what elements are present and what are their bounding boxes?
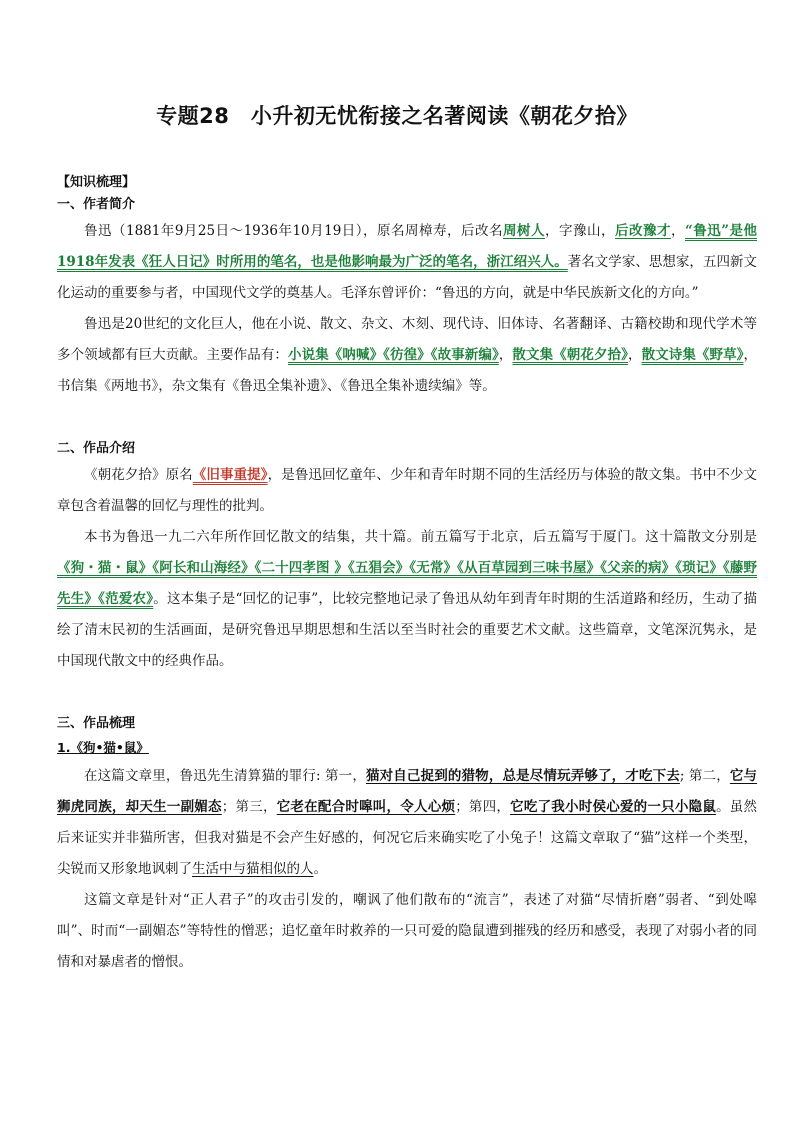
section-outline-heading: 三、作品梳理 bbox=[57, 716, 136, 731]
section-author-heading: 一、作者简介 bbox=[57, 197, 136, 212]
outline-paragraph-2: 这篇文章是针对“正人君子”的攻击引发的，嘲讽了他们散布的“流言”，表述了对猫“尽情折磨”弱者、“到处嗥叫”、时而“一副媚态”等特性的憎恶；追忆童年时救养的一只可爱的隐鼠遭到摧残的经历和感受，表现了对弱小者的同情和对暴虐者的憎恨。 bbox=[57, 892, 757, 970]
intro-paragraph-1: 《朝花夕拾》原名《旧事重提》，是鲁迅回忆童年、少年和青年时期不同的生活经历与体验的散文集。书中不少文章包含着温馨的回忆与理性的批判。 bbox=[57, 467, 758, 514]
knowledge-heading: 【知识梳理】 bbox=[57, 175, 136, 190]
document-body bbox=[57, 172, 757, 978]
intro-paragraph-2: 本书为鲁迅一九二六年所作回忆散文的结集，共十篇。前五篇写于北京，后五篇写于厦门。这十篇散文分别是《狗・猫・鼠》《阿长和山海经》《二十四孝图 》《五猖会》《无常》《从百草园到三味书屋》《父亲的病》《琐记》《藤野先生》《范爱农》。这本集子是“回忆的记事”，比较完整地记录了鲁迅从幼年到青年时期的生活道路和经历，生动了描绘了清末民初的生活画面，是研究鲁迅早期思想和生活以至当时社会的重要艺术文献。这些篇章，文笔深沉隽永，是中国现代散文中的经典作品。 bbox=[57, 529, 758, 669]
subsection-dog-cat-mouse: 1.《狗•猫•鼠》 bbox=[57, 740, 149, 755]
section-intro-heading: 二、作品介绍 bbox=[57, 441, 136, 456]
author-paragraph-2: 鲁迅是20世纪的文化巨人，他在小说、散文、杂文、木刻、现代诗、旧体诗、名著翻译、古籍校勘和现代学术等多个领域都有巨大贡献。主要作品有：小说集《呐喊》《彷徨》《故事新编》，散文集《朝花夕拾》，散文诗集《野草》，书信集《两地书》，杂文集有《鲁迅全集补遗》、《鲁迅全集补遗续编》等。 bbox=[57, 316, 758, 394]
outline-paragraph-1: 在这篇文章里，鲁迅先生清算猫的罪行: 第一，猫对自己捉到的猎物，总是尽情玩弄够了，才吃下去; 第二，它与狮虎同族，却天生一副媚态；第三，它老在配合时嗥叫，令人心烦；第四，它吃了我小时侯心爱的一只小隐鼠。虽然后来证实并非猫所害，但我对猫是不会产生好感的，何况它后来确实吃了小兔子！这篇文章取了“猫”这样一个类型，尖锐而又形象地讽刺了生活中与猫相似的人。 bbox=[57, 768, 758, 877]
author-paragraph-1: 鲁迅（1881年9月25日～1936年10月19日），原名周樟寿，后改名周树人，字豫山，后改豫才，“鲁迅”是他1918年发表《狂人日记》时所用的笔名，也是他影响最为广泛的笔名，浙江绍兴人。著名文学家、思想家，五四新文化运动的重要参与者，中国现代文学的奠基人。毛泽东曾评价：“鲁迅的方向，就是中华民族新文化的方向。” bbox=[57, 223, 758, 301]
page-title: 专题28 小升初无忧衔接之名著阅读《朝花夕拾》 bbox=[156, 104, 638, 128]
